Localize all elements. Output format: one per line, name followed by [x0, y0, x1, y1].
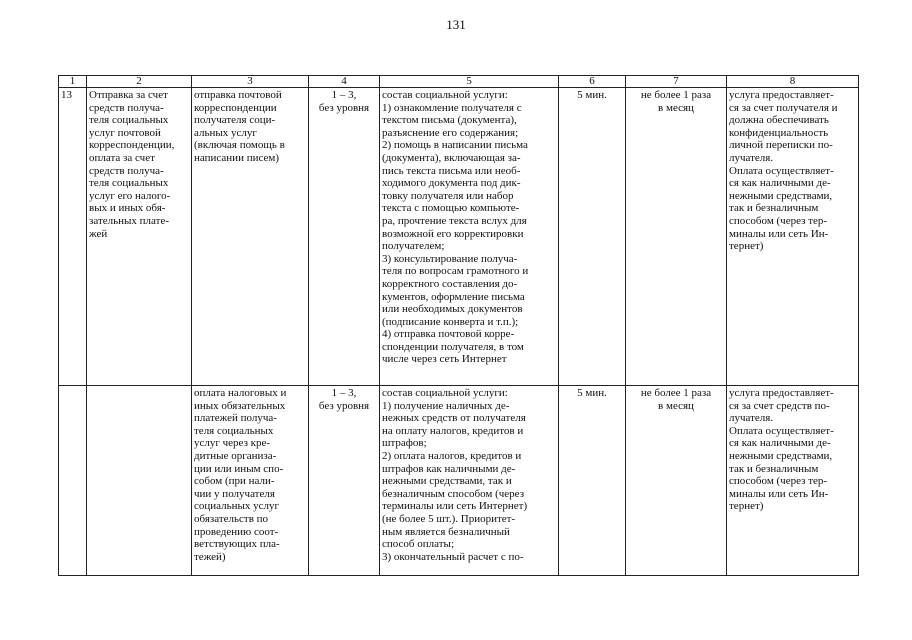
page-number: 131: [446, 17, 466, 32]
column-header: 1: [59, 76, 87, 88]
service-name-cell: [87, 386, 192, 576]
sub-service-cell: оплата налоговых и иных обязательных платежей получа- теля социальных услуг через кре- дитные организа- ции или иным спо- собом (при нали- чии у получателя социальных услуг обязательств по проведению соот- ветствующих пла- тежей): [192, 386, 309, 576]
column-header: 4: [309, 76, 380, 88]
service-content-cell: состав социальной услуги: 1) ознакомление получателя с текстом письма (документа), разъяснение его содержания; 2) помощь в написании письма (документа), включающая за- пись текста письма или необ- ходимого документа под дик- товку получателя или набор текста с помощью компьюте- ра, прочтение текста вслух для возможной его корректировки получателем; 3) консультирование получа- теля по вопросам грамотного и корректного составления до- кументов, оформление письма или необходимых документов (подписание конверта и т.п.); 4) отправка почтовой корре- спонденции получателя, в том числе через сеть Интернет: [380, 88, 559, 386]
column-header: 3: [192, 76, 309, 88]
column-header: 2: [87, 76, 192, 88]
service-content-cell: состав социальной услуги: 1) получение наличных де- нежных средств от получателя на оплату налогов, кредитов и штрафов; 2) оплата налогов, кредитов и штрафов как наличными де- нежными средствами, так и безналичным способом (через терминалы или сеть Интернет) (не более 5 шт.). Приоритет- ным является безналичный способ оплаты; 3) окончательный расчет с по-: [380, 386, 559, 576]
frequency-cell: не более 1 раза в месяц: [626, 386, 727, 576]
duration-cell: 5 мин.: [559, 88, 626, 386]
row-number-cell: [59, 386, 87, 576]
column-header: 7: [626, 76, 727, 88]
service-name-cell: Отправка за счет средств получа- теля социальных услуг почтовой корреспонденции, оплата за счет средств получа- теля социальных услуг его налого- вых и иных обя- зательных плате- жей: [87, 88, 192, 386]
column-header: 8: [727, 76, 859, 88]
frequency-cell: не более 1 раза в месяц: [626, 88, 727, 386]
column-header: 6: [559, 76, 626, 88]
table-header-row: [59, 76, 859, 88]
duration-cell: 5 мин.: [559, 386, 626, 576]
notes-cell: услуга предоставляет- ся за счет получателя и должна обеспечивать конфиденциальность личной переписки по- лучателя. Оплата осуществляет- ся как наличными де- нежными средствами, так и безналичным способом (через тер- миналы или сеть Ин- тернет): [727, 88, 859, 386]
table-row: [59, 88, 859, 386]
notes-cell: услуга предоставляет- ся за счет средств по- лучателя. Оплата осуществляет- ся как наличными де- нежными средствами, так и безналичным способом (через тер- миналы или сеть Ин- тернет): [727, 386, 859, 576]
column-header: 5: [380, 76, 559, 88]
recipient-groups-cell: 1 – 3, без уровня: [309, 386, 380, 576]
services-table: [58, 75, 859, 576]
table-row: [59, 386, 859, 576]
recipient-groups-cell: 1 – 3, без уровня: [309, 88, 380, 386]
sub-service-cell: отправка почтовой корреспонденции получателя соци- альных услуг (включая помощь в написании писем): [192, 88, 309, 386]
row-number-cell: 13: [59, 88, 87, 386]
